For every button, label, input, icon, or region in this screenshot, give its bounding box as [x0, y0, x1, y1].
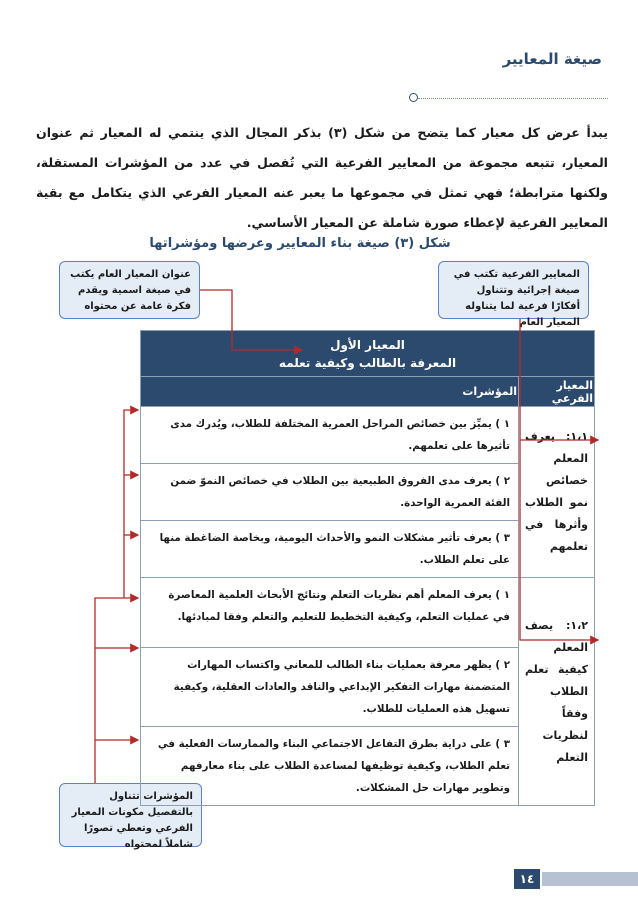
arrow-indicators: [95, 598, 138, 783]
indicator-number: ٢ ): [495, 659, 510, 671]
section-title: صيغة المعايير: [502, 50, 602, 68]
indicator-number: ٣ ): [495, 532, 510, 544]
indicator-text: يظهر معرفة بعمليات بناء الطالب للمعاني واكتساب المهارات المتضمنة مهارات التفكير الإبداعي والناقد والعادات العقلية، وكيفية تسهيل هذه العمليات للطلاب.: [173, 659, 510, 715]
indicator-text: يعرف المعلم أهم نظريات التعلم ونتائج الأبحاث العلمية المعاصرة في عمليات التعلم، وكيفية التخطيط للتعليم والتعلم وفقا لمبادئها.: [168, 589, 510, 623]
callout-sub-standards: المعايير الفرعية تكتب في صيغة إجرائية وتتناول أفكارًا فرعية لما يتناوله المعيار العام: [438, 261, 589, 319]
callout-standard-title: عنوان المعيار العام يكتب في صيغة اسمية ويقدم فكرة عامة عن محتواه: [59, 261, 200, 319]
sub-standard-cell: ١،١: يعرف المعلم خصائص نمو الطلاب وأثرها في تعلمهم: [519, 407, 595, 578]
arrow-standard-title: [200, 290, 302, 350]
callout-indicators: المؤشرات تتناول بالتفصيل مكونات المعيار الفرعي وتعطي تصورًا شاملاً لمحتواه: [59, 783, 202, 847]
page-number: ١٤: [514, 869, 540, 889]
arrow-sub-standards: [520, 319, 598, 440]
indicator-text: يعرف مدى الفروق الطبيعية بين الطلاب في خصائص النموّ ضمن الفئة العمرية الواحدة.: [170, 475, 510, 509]
sub-standard-cell: ١،٢: يصف المعلم كيفية تعلم الطلاب وفقاً لنظريات التعلم: [519, 578, 595, 806]
indicator-number: ١ ): [495, 418, 510, 430]
arrow-sub-standards: [520, 440, 598, 640]
column-header-sub-standard: المعيار الفرعي: [519, 377, 595, 407]
indicator-text: على دراية بطرق التفاعل الاجتماعي البناء والممارسات الفعلية في تعلم الطلاب، وكيفية توظيفها لمساعدة الطلاب على بناء معارفهم وتطوير مهارات حل المشكلات.: [157, 738, 510, 794]
column-header-indicators: المؤشرات: [141, 377, 519, 407]
standard-name: المعيار الأول: [330, 337, 405, 352]
intro-paragraph: يبدأ عرض كل معيار كما يتضح من شكل (٣) بذكر المجال الذي ينتمي له المعيار ثم عنوان المعيار، تتبعه مجموعة من المعايير الفرعية التي تُفصل في عدد من المؤشرات المستقلة، ولكنها مترابطة؛ فهي تمثل في مجموعها ما يعبر عنه المعيار الفرعي الذي يتكامل مع بقية المعايير الفرعية لإعطاء صورة شاملة عن المعيار الأساسي.: [36, 125, 608, 230]
arrow-indicators: [124, 410, 138, 598]
footer-bar: [542, 872, 638, 886]
figure-caption: شكل (٣) صيغة بناء المعايير وعرضها ومؤشراتها: [149, 236, 451, 251]
standard-title: المعرفة بالطالب وكيفية تعلمه: [278, 355, 457, 370]
indicator-number: ٢ ): [495, 475, 510, 487]
indicator-number: ٣ ): [495, 738, 510, 750]
indicator-number: ١ ): [495, 589, 510, 601]
indicator-text: يعرف تأثير مشكلات النمو والأحداث اليومية، وبخاصة الضاغطة منها على تعلم الطلاب.: [159, 532, 510, 566]
indicator-text: يميِّز بين خصائص المراحل العمرية المختلفة للطلاب، ويُدرك مدى تأثيرها على تعلمهم.: [170, 418, 510, 452]
